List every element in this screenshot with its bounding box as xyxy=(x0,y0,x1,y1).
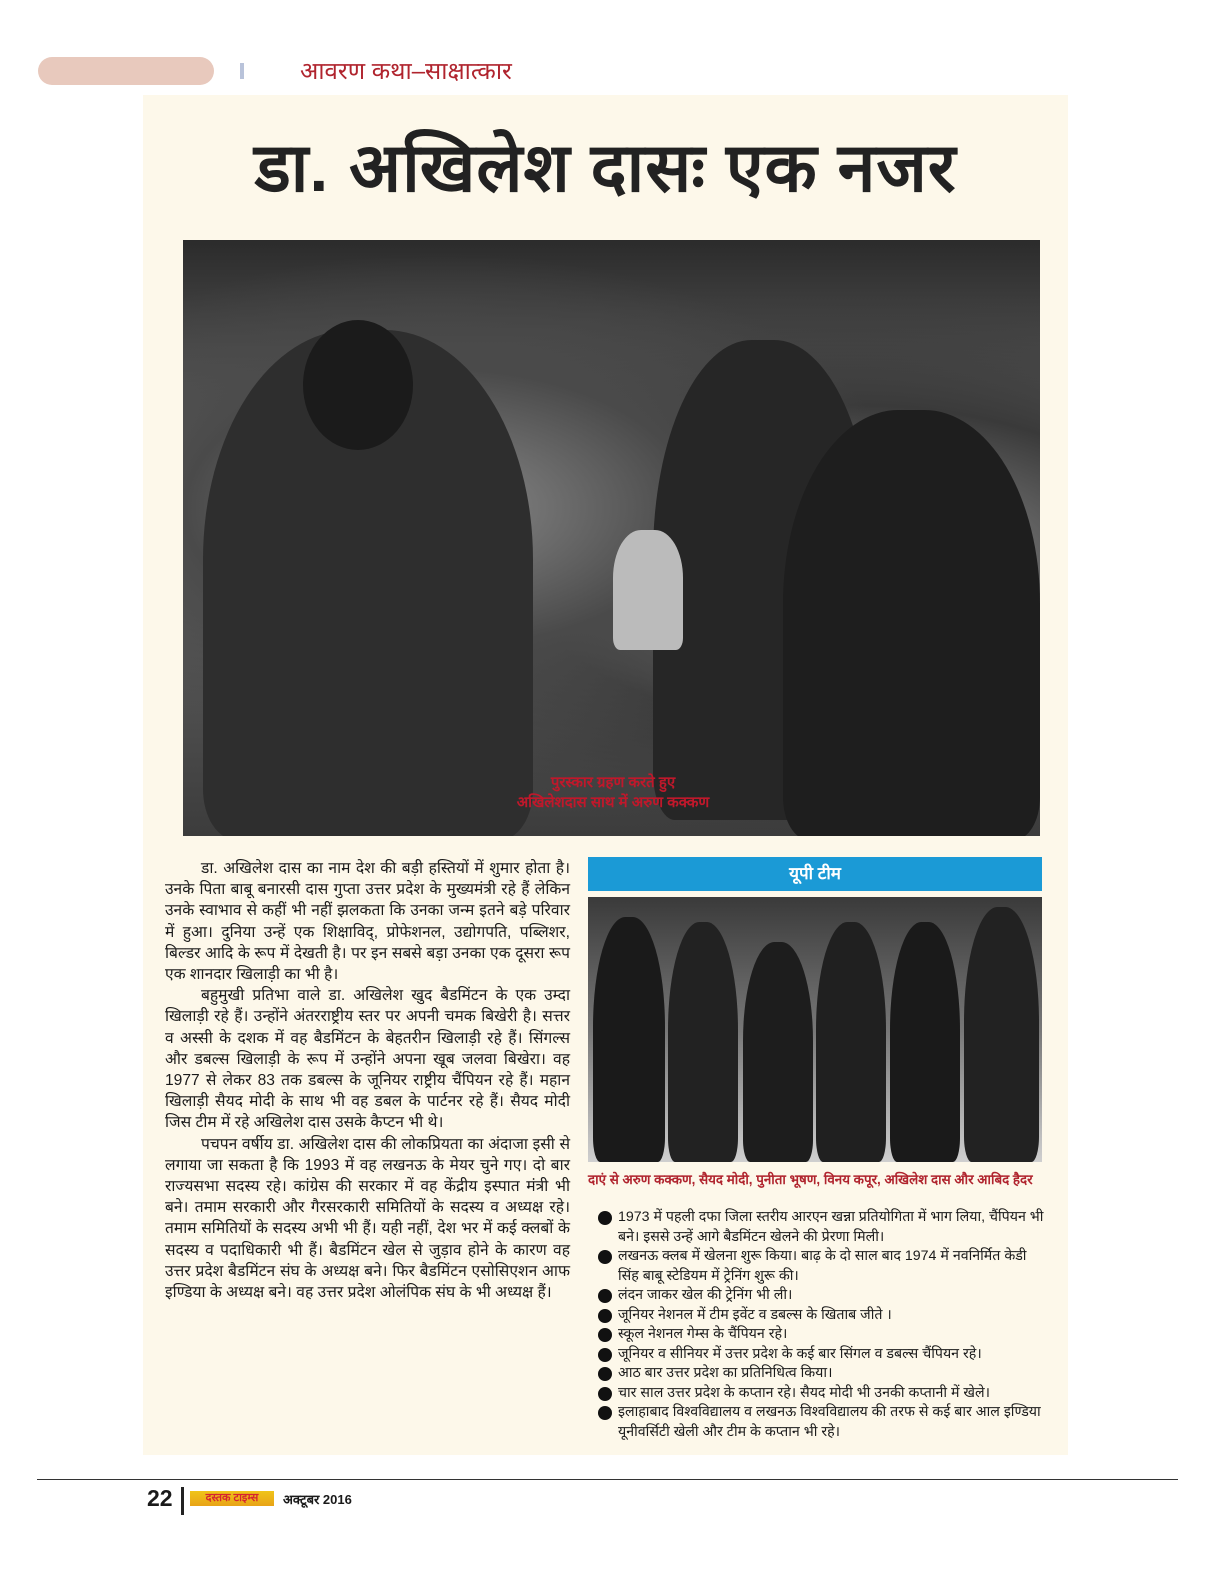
magazine-logo: दस्तक टाइम्स xyxy=(190,1491,274,1506)
bullet-icon xyxy=(598,1309,612,1323)
facts-list xyxy=(598,1208,1048,1442)
sidebar-heading: यूपी टीम xyxy=(588,857,1042,891)
paragraph: बहुमुखी प्रतिभा वाले डा. अखिलेश खुद बैडमिंटन के एक उम्दा खिलाड़ी रहे हैं। उन्होंने अंतरराष्ट्रीय स्तर पर अपनी चमक बिखेरी है। सत्तर व अस्सी के दशक में वह बैडमिंटन के बेहतरीन खिलाड़ी रहे हैं। सिंगल्स और डबल्स खिलाड़ी के रूप में उन्होंने अपना खूब जलवा बिखेरा। वह 1977 से लेकर 83 तक डबल्स के जूनियर राष्ट्रीय चैंपियन रहे हैं। महान खिलाड़ी सैयद मोदी के साथ भी वह डबल के पार्टनर रहे हैं। सैयद मोदी जिस टीम में रहे अखिलेश दास उसके कैप्टन भी थे। xyxy=(165,987,570,1132)
bullet-icon xyxy=(598,1406,612,1420)
article-title: डा. अखिलेश दासः एक नजर xyxy=(254,130,957,206)
photo-caption-line2: अखिलेशदास साथ में अरुण कक्कण xyxy=(516,794,710,811)
section-tab-decoration xyxy=(38,57,214,85)
list-item: स्कूल नेशनल गेम्स के चैंपियन रहे। xyxy=(598,1325,1048,1345)
team-photo xyxy=(588,897,1042,1162)
list-item: जूनियर व सीनियर में उत्तर प्रदेश के कई बार सिंगल व डबल्स चैंपियन रहे। xyxy=(598,1345,1048,1365)
list-item: चार साल उत्तर प्रदेश के कप्तान रहे। सैयद मोदी भी उनकी कप्तानी में खेले। xyxy=(598,1384,1048,1404)
divider xyxy=(240,63,244,79)
footer-separator xyxy=(181,1487,184,1515)
bullet-icon xyxy=(598,1289,612,1303)
list-item: इलाहाबाद विश्वविद्यालय व लखनऊ विश्वविद्यालय की तरफ से कई बार आल इण्डिया यूनीवर्सिटी खेली और टीम के कप्तान भी रहे। xyxy=(598,1403,1048,1442)
issue-date: अक्टूबर 2016 xyxy=(283,1492,352,1507)
bullet-icon xyxy=(598,1348,612,1362)
paragraph: पचपन वर्षीय डा. अखिलेश दास की लोकप्रियता का अंदाजा इसी से लगाया जा सकता है कि 1993 में वह लखनऊ के मेयर चुने गए। दो बार राज्यसभा सदस्य रहे। कांग्रेस की सरकार में वह केंद्रीय इस्पात मंत्री भी बने। तमाम सरकारी और गैरसरकारी समितियों के सदस्य व अध्यक्ष रहे। तमाम समितियों के सदस्य अभी भी हैं। यही नहीं, देश भर में कई क्लबों के सदस्य व पदाधिकारी भी हैं। बैडमिंटन खेल से जुड़ाव होने के कारण वह उत्तर प्रदेश बैडमिंटन संघ के अध्यक्ष बने। फिर बैडमिंटन एसोसिएशन आफ इण्डिया के अध्यक्ष बने। वह उत्तर प्रदेश ओलंपिक संघ के भी अध्यक्ष हैं। xyxy=(165,1135,570,1302)
list-item: लंदन जाकर खेल की ट्रेनिंग भी ली। xyxy=(598,1286,1048,1306)
list-item: जूनियर नेशनल में टीम इवेंट व डबल्स के खिताब जीते । xyxy=(598,1306,1048,1326)
bullet-icon xyxy=(598,1211,612,1225)
article-body xyxy=(165,858,570,1303)
team-photo-caption: दाएं से अरुण कक्कण, सैयद मोदी, पुनीता भूषण, विनय कपूर, अखिलेश दास और आबिद हैदर xyxy=(588,1172,1033,1187)
page-number: 22 xyxy=(147,1485,173,1511)
award-photo xyxy=(183,240,1040,836)
paragraph: डा. अखिलेश दास का नाम देश की बड़ी हस्तियों में शुमार होता है। उनके पिता बाबू बनारसी दास गुप्ता उत्तर प्रदेश के मुख्यमंत्री रहे हैं लेकिन उनके स्वाभाव से कहीं भी नहीं झलकता कि उनका जन्म इतने बड़े परिवार में हुआ। दुनिया उन्हें एक शिक्षाविद्, प्रोफेशनल, उद्योगपति, पब्लिशर, बिल्डर आदि के रूप में देखती है। पर इन सबसे बड़ा उनका एक दूसरा रूप एक शानदार खिलाड़ी का भी है। xyxy=(165,860,570,984)
bullet-icon xyxy=(598,1387,612,1401)
bullet-icon xyxy=(598,1367,612,1381)
photo-caption-line1: पुरस्कार ग्रहण करते हुए xyxy=(550,774,676,791)
section-label: आवरण कथा–साक्षात्कार xyxy=(300,58,512,85)
list-item: 1973 में पहली दफा जिला स्तरीय आरएन खन्ना प्रतियोगिता में भाग लिया, चैंपियन भी बने। इससे उन्हें आगे बैडमिंटन खेलने की प्रेरणा मिली। xyxy=(598,1208,1048,1247)
bullet-icon xyxy=(598,1250,612,1264)
footer-divider xyxy=(37,1479,1178,1480)
list-item: लखनऊ क्लब में खेलना शुरू किया। बाढ़ के दो साल बाद 1974 में नवनिर्मित केडी सिंह बाबू स्टेडियम में ट्रेनिंग शुरू की। xyxy=(598,1247,1048,1286)
bullet-icon xyxy=(598,1328,612,1342)
list-item: आठ बार उत्तर प्रदेश का प्रतिनिधित्व किया। xyxy=(598,1364,1048,1384)
